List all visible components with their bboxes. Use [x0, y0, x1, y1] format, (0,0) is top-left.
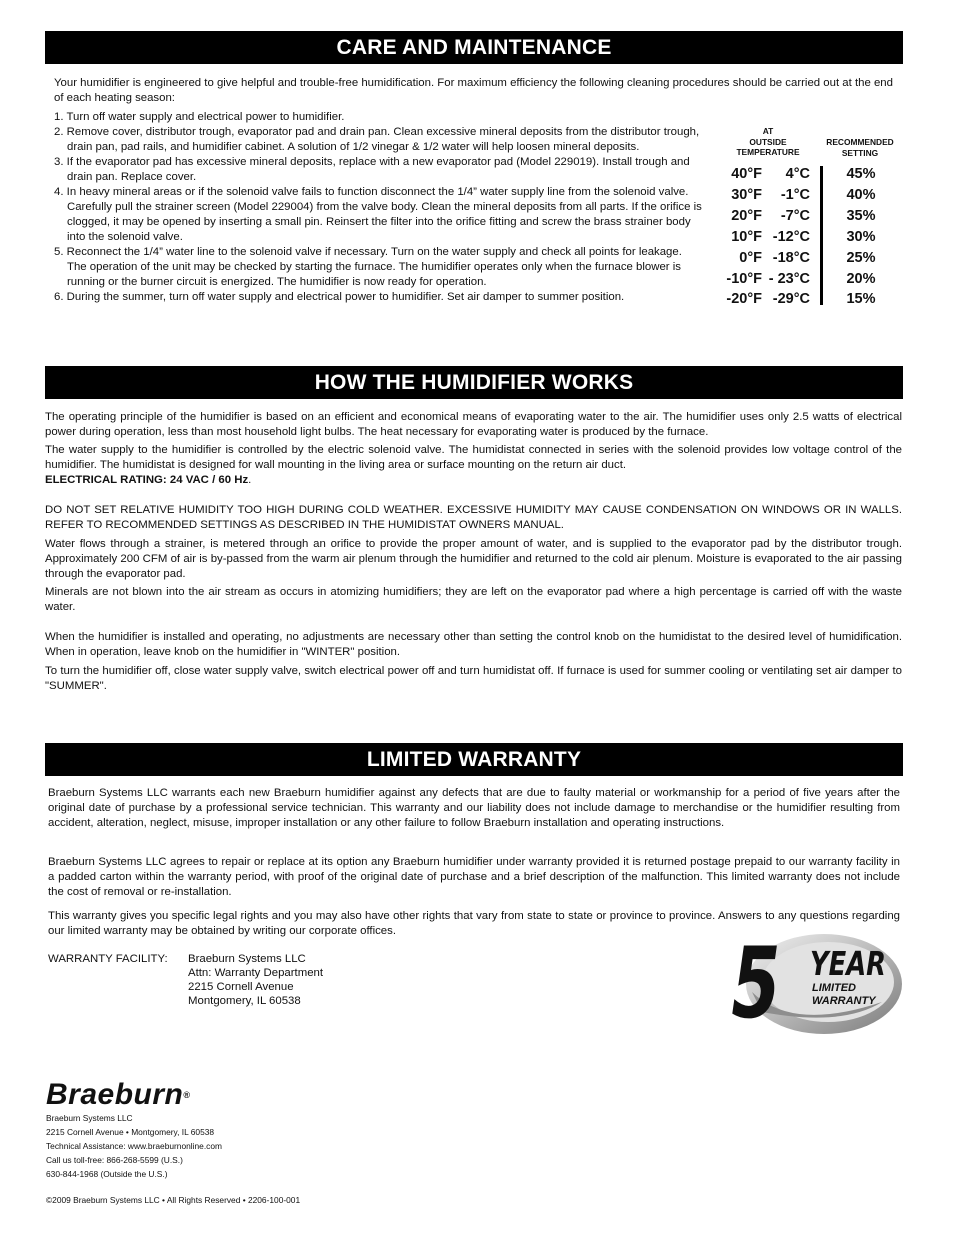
header-line: RECOMMENDED	[826, 137, 894, 147]
table-divider	[820, 166, 823, 305]
care-step: 2. Remove cover, distributor trough, evaporator pad and drain pan. Clean excessive mineral deposits from the distributor trough, drain pan, pad rails, and humidifier cabinet. A solution of 1/2 vinegar & 1/2 water will help loosen mineral deposits.	[54, 126, 700, 153]
header-line: OUTSIDE	[749, 136, 787, 147]
header-line: SETTING	[841, 147, 879, 158]
badge-word: YEAR	[810, 944, 886, 983]
address-line: Montgomery, IL 60538	[188, 995, 301, 1007]
header-line: AT	[762, 126, 774, 136]
care-step: 3. If the evaporator pad has excessive mineral deposits, replace with a new evaporator pad (Model 229019). Install trough and drain pan. Replace cover.	[54, 156, 690, 183]
table-header-temperature	[726, 126, 810, 158]
humidity-warning: DO NOT SET RELATIVE HUMIDITY TOO HIGH DURING COLD WEATHER. EXCESSIVE HUMIDITY MAY CAUSE CONDENSATION ON WINDOWS OR IN WALLS. REFER TO RECOMMENDED SETTINGS AS DESCRIBED IN THE HUMIDISTAT OWNERS MANUAL.	[45, 504, 902, 531]
table-cell-setting: 25%	[846, 250, 876, 266]
warranty-section-header: LIMITED WARRANTY	[45, 743, 903, 776]
table-cell-celsius: - 23°C	[768, 271, 810, 287]
company-contact	[46, 1111, 222, 1181]
contact-line: 2215 Cornell Avenue • Montgomery, IL 60538	[46, 1127, 215, 1137]
table-cell-celsius: -12°C	[772, 229, 810, 245]
table-header-setting	[816, 137, 904, 158]
table-cell-celsius: -29°C	[772, 291, 810, 307]
contact-line: Call us toll-free: 866-268-5599 (U.S.)	[46, 1155, 183, 1165]
contact-line: Braeburn Systems LLC	[46, 1113, 133, 1123]
table-cell-celsius: -18°C	[772, 250, 810, 266]
warranty-paragraph: This warranty gives you specific legal rights and you may also have other rights that vary from state to state or province to province. Answers to any questions regarding our limited warranty may be obtained by writing our corporate offices.	[48, 910, 900, 937]
warranty-paragraph: Braeburn Systems LLC warrants each new Braeburn humidifier against any defects that are due to faulty material or workmanship for a period of five years after the original date of purchase by a professional service technician. This warranty and our liability does not include damage to merchandise or the humidifier resulting from accident, alteration, neglect, misuse, improper installation or any other failure to follow Braeburn installation and operating instructions.	[48, 787, 900, 829]
contact-line: 630-844-1968 (Outside the U.S.)	[46, 1169, 168, 1179]
care-step: 1. Turn off water supply and electrical power to humidifier.	[54, 111, 345, 123]
how-paragraph: To turn the humidifier off, close water supply valve, switch electrical power off and turn humidistat off. If furnace is used for summer cooling or ventilating set air damper to "SUMMER".	[45, 665, 902, 692]
electrical-rating	[45, 473, 902, 488]
table-cell-setting: 20%	[846, 271, 876, 287]
warranty-paragraph: Braeburn Systems LLC agrees to repair or replace at its option any Braeburn humidifier under warranty provided it is returned postage prepaid to our warranty facility in a padded carton within the warranty period, with proof of the original date of purchase and a brief description of the malfunction. This limited warranty does not include the cost of removal or re-installation.	[48, 856, 900, 898]
table-cell-setting: 40%	[846, 187, 876, 203]
table-cell-fahrenheit: 20°F	[731, 208, 762, 224]
how-paragraph: The water supply to the humidifier is controlled by the electric solenoid valve. The humidistat connected in series with the solenoid provides low voltage control of the humidifier. The humidistat is designed for wall mounting in the living area or surface mounting on the return air duct.	[45, 444, 902, 471]
address-line: Braeburn Systems LLC	[188, 953, 306, 965]
table-cell-fahrenheit: 40°F	[731, 166, 762, 182]
badge-caption	[812, 982, 876, 1008]
table-cell-fahrenheit: 0°F	[739, 250, 762, 266]
warranty-facility-address	[188, 952, 323, 1008]
warranty-facility-label: WARRANTY FACILITY:	[48, 953, 168, 965]
table-cell-celsius: 4°C	[785, 166, 810, 182]
how-paragraph: The operating principle of the humidifier is based on an efficient and economical means of evaporating water to the air. The humidifier uses only 2.5 watts of electrical power during operation, less than most household light bulbs. The heat necessary for evaporating water is produced by the furnace.	[45, 411, 902, 438]
address-line: Attn: Warranty Department	[188, 967, 324, 979]
braeburn-logo	[46, 1080, 191, 1110]
table-cell-fahrenheit: 30°F	[731, 187, 762, 203]
registered-mark: ®	[183, 1090, 191, 1100]
table-cell-setting: 30%	[846, 229, 876, 245]
table-cell-celsius: -7°C	[780, 208, 810, 224]
five-year-warranty-badge	[722, 927, 904, 1041]
header-line: TEMPERATURE	[736, 147, 800, 157]
table-cell-fahrenheit: 10°F	[731, 229, 762, 245]
logo-text: Braeburn	[46, 1078, 184, 1111]
care-step: 4. In heavy mineral areas or if the solenoid valve fails to function disconnect the 1/4” water supply line from the solenoid valve. Carefully pull the strainer screen (Model 229004) from the valve body. Clean the mineral deposits from all parts. If the orifice is clogged, it may be opened by inserting a small pin. Reinsert the filter into the orifice fitting and screw the brass strainer body into the solenoid valve.	[54, 186, 702, 243]
how-paragraph: Water flows through a strainer, is metered through an orifice to provide the proper amount of water, and is supplied to the evaporator pad by the distributor trough. Approximately 200 CFM of air is by-passed from the warm air plenum through the humidifier and returned to the cold air plenum. Moisture is evaporated to the air passing through the evaporator pad.	[45, 538, 902, 580]
table-cell-setting: 45%	[846, 166, 876, 182]
table-cell-setting: 35%	[846, 208, 876, 224]
care-step: 5. Reconnect the 1/4” water line to the solenoid valve if necessary. Turn on the water supply and check all points for leakage. The operation of the unit may be checked by starting the furnace. The humidifier operates only when the furnace blower is running or the burner circuit is energized. The humidifier is now ready for operation.	[54, 246, 682, 288]
how-section-header: HOW THE HUMIDIFIER WORKS	[45, 366, 903, 399]
how-paragraph: When the humidifier is installed and operating, no adjustments are necessary other than setting the control knob on the humidistat to the desired level of humidification. When in operation, leave knob on the humidifier in "WINTER" position.	[45, 631, 902, 658]
table-cell-setting: 15%	[846, 291, 876, 307]
table-cell-fahrenheit: -20°F	[726, 291, 762, 307]
badge-caption-line: LIMITED	[812, 982, 856, 994]
care-section-header: CARE AND MAINTENANCE	[45, 31, 903, 64]
care-steps-list	[54, 110, 704, 305]
badge-number: 5	[722, 927, 789, 1041]
care-step: 6. During the summer, turn off water supply and electrical power to humidifier. Set air damper to summer position.	[54, 291, 625, 303]
how-paragraph: Minerals are not blown into the air stream as occurs in atomizing humidifiers; they are left on the evaporator pad where a high percentage is carried off with the waste water.	[45, 586, 902, 613]
address-line: 2215 Cornell Avenue	[188, 981, 294, 993]
table-cell-celsius: -1°C	[780, 187, 810, 203]
electrical-rating-period: .	[248, 474, 252, 486]
badge-caption-line: WARRANTY	[812, 995, 876, 1007]
contact-line: Technical Assistance: www.braeburnonline.com	[46, 1141, 222, 1151]
table-cell-fahrenheit: -10°F	[726, 271, 762, 287]
care-intro: Your humidifier is engineered to give helpful and trouble-free humidification. For maximum efficiency the following cleaning procedures should be carried out at the end of each heating season:	[54, 77, 893, 104]
copyright-line: ©2009 Braeburn Systems LLC • All Rights Reserved • 2206-100-001	[46, 1195, 301, 1205]
electrical-rating-label: ELECTRICAL RATING: 24 VAC / 60 Hz	[45, 474, 249, 486]
